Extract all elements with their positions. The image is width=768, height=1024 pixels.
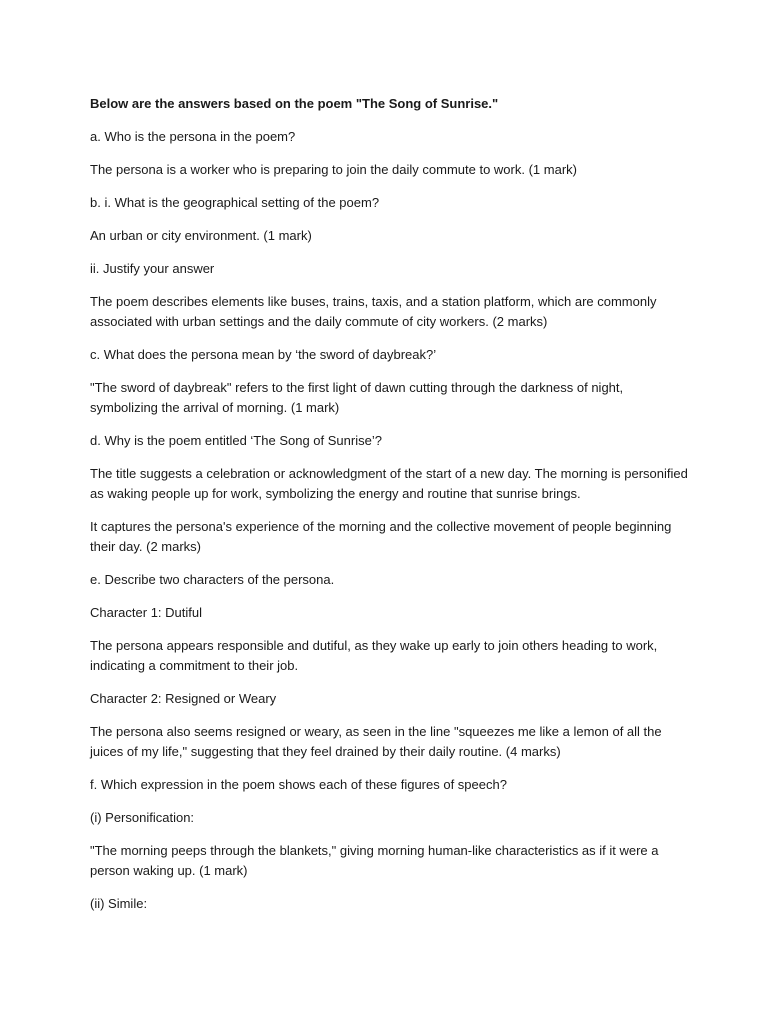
answer-a: The persona is a worker who is preparing to join the daily commute to work. (1 mark) <box>90 162 577 177</box>
answer-b-ii: The poem describes elements like buses, trains, taxis, and a station platform, which are commonly associated with urban settings and the daily commute of city workers. (2 marks) <box>90 294 657 329</box>
simile-label: (ii) Simile: <box>90 896 148 911</box>
question-d: d. Why is the poem entitled ‘The Song of Sunrise’? <box>90 433 382 448</box>
document-page <box>90 94 690 927</box>
answer-d-part-1: The title suggests a celebration or acknowledgment of the start of a new day. The morning is personified as waking people up for work, symbolizing the energy and routine that sunrise brings. <box>90 466 688 501</box>
answer-b-i: An urban or city environment. (1 mark) <box>90 228 312 243</box>
character-1-description: The persona appears responsible and dutiful, as they wake up early to join others heading to work, indicating a commitment to their job. <box>90 638 658 673</box>
question-e: e. Describe two characters of the persona. <box>90 572 335 587</box>
answer-c: "The sword of daybreak" refers to the first light of dawn cutting through the darkness of night, symbolizing the arrival of morning. (1 mark) <box>90 380 624 415</box>
personification-label: (i) Personification: <box>90 810 195 825</box>
question-f: f. Which expression in the poem shows each of these figures of speech? <box>90 777 507 792</box>
question-b-i: b. i. What is the geographical setting of the poem? <box>90 195 380 210</box>
character-2-description: The persona also seems resigned or weary, as seen in the line "squeezes me like a lemon of all the juices of my life," suggesting that they feel drained by their daily routine. (4 marks) <box>90 724 662 759</box>
question-a: a. Who is the persona in the poem? <box>90 129 296 144</box>
character-2-label: Character 2: Resigned or Weary <box>90 691 277 706</box>
question-c: c. What does the persona mean by ‘the sword of daybreak?’ <box>90 347 437 362</box>
character-1-label: Character 1: Dutiful <box>90 605 202 620</box>
answer-d-part-2: It captures the persona's experience of the morning and the collective movement of people beginning their day. (2 marks) <box>90 519 672 554</box>
question-b-ii: ii. Justify your answer <box>90 261 215 276</box>
document-heading: Below are the answers based on the poem "The Song of Sunrise." <box>90 96 499 111</box>
personification-answer: "The morning peeps through the blankets," giving morning human-like characteristics as if it were a person waking up. (1 mark) <box>90 843 659 878</box>
